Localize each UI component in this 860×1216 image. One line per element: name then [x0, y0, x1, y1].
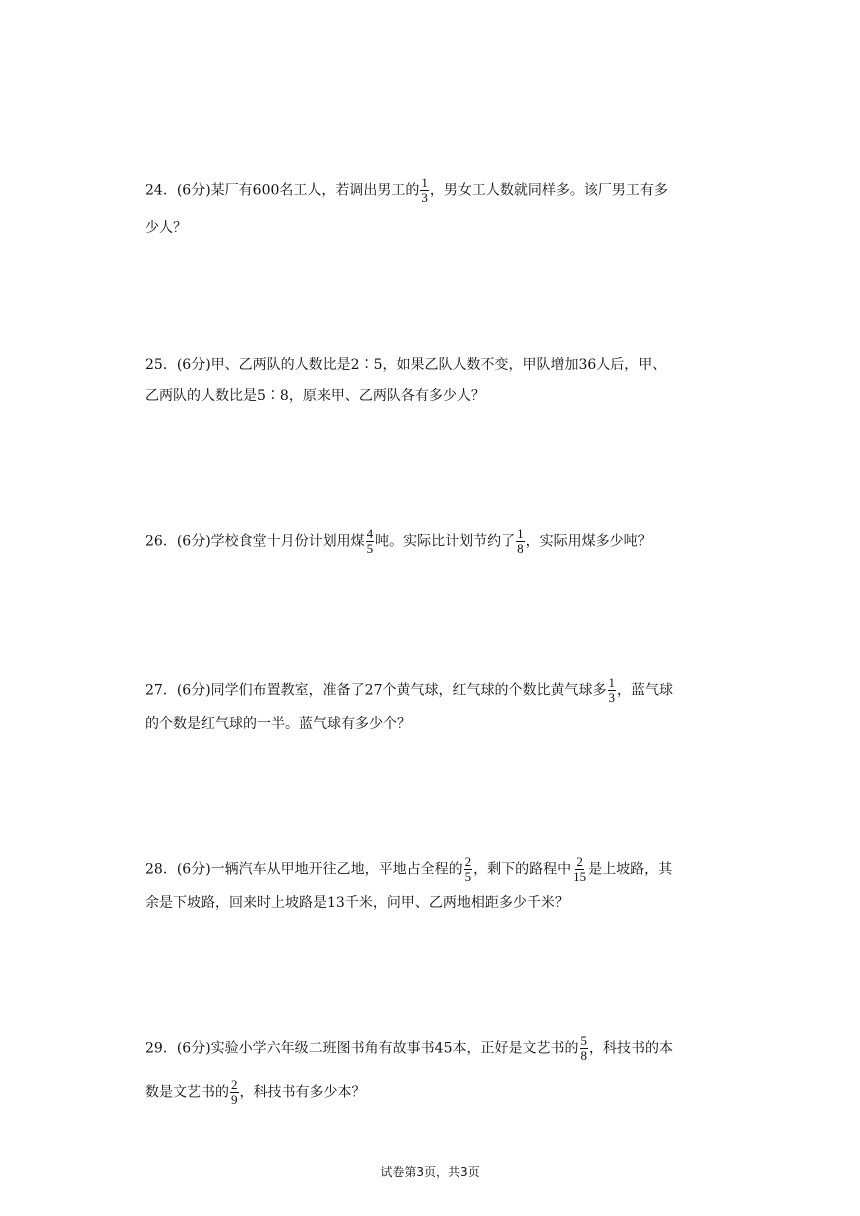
fraction-numerator: 1	[517, 526, 524, 541]
question-number: 27．	[145, 682, 177, 699]
fraction	[572, 855, 587, 884]
question-29-line-2	[145, 1078, 366, 1107]
question-text: 吨。实际比计划节约了	[375, 533, 516, 550]
fraction	[420, 176, 429, 205]
question-score: (6分)	[176, 357, 211, 373]
question-24-line-1	[145, 176, 668, 205]
question-score: (6分)	[176, 861, 211, 878]
question-text: 同学们布置教室，准备了27个黄气球，红气球的个数比黄气球多	[210, 682, 607, 699]
question-number: 28．	[145, 861, 177, 878]
fraction-numerator: 4	[366, 526, 374, 541]
question-text: 一辆汽车从甲地开往乙地，平地占全程的	[210, 861, 463, 878]
fraction-numerator: 1	[421, 175, 428, 190]
page-footer: 试卷第3页，共3页	[380, 1165, 480, 1179]
question-text: ，科技书有多少本？	[239, 1084, 366, 1101]
question-text: 数是文艺书的	[145, 1084, 229, 1101]
fraction-denominator: 9	[231, 1092, 238, 1107]
question-number: 26．	[145, 533, 177, 550]
question-text: 实验小学六年级二班图书角有故事书45本，正好是文艺书的	[210, 1040, 579, 1057]
fraction	[516, 527, 525, 556]
question-text: 学校食堂十月份计划用煤	[210, 533, 365, 550]
question-26-line-1	[145, 527, 652, 556]
question-text: ，蓝气球	[617, 682, 673, 699]
question-text: 少人？	[145, 220, 187, 236]
question-text: 的个数是红气球的一半。蓝气球有多少个？	[145, 716, 411, 732]
fraction	[580, 1034, 589, 1063]
fraction-numerator: 2	[576, 854, 583, 869]
question-text: 余是下坡路，回来时上坡路是13千米，问甲、乙两地相距多少千米？	[145, 895, 569, 911]
question-text: 乙两队的人数比是5∶8，原来甲、乙两队各有多少人？	[145, 388, 485, 404]
question-number: 25．	[145, 357, 177, 373]
question-number: 29．	[145, 1040, 177, 1057]
question-score: (6分)	[176, 533, 211, 550]
fraction-numerator: 2	[464, 854, 472, 869]
question-score: (6分)	[176, 1040, 211, 1057]
question-number: 24．	[145, 182, 177, 199]
question-score: (6分)	[176, 682, 211, 699]
question-25-line-2	[145, 386, 485, 406]
question-28-line-2	[145, 893, 569, 913]
question-27-line-1	[145, 676, 673, 705]
fraction-denominator: 3	[421, 190, 428, 205]
fraction-denominator: 3	[608, 690, 615, 705]
fraction	[464, 855, 473, 884]
fraction-denominator: 8	[580, 1048, 587, 1063]
question-29-line-1	[145, 1034, 673, 1063]
question-score: (6分)	[176, 182, 211, 199]
question-text: 甲、乙两队的人数比是2∶5，如果乙队人数不变，甲队增加36人后，甲、	[210, 357, 667, 373]
fraction-numerator: 2	[231, 1077, 238, 1092]
fraction-denominator: 15	[573, 869, 587, 884]
question-text: ，科技书的本	[589, 1040, 673, 1057]
fraction	[366, 527, 375, 556]
question-text: ，男女工人数就同样多。该厂男工有多	[429, 182, 668, 199]
fraction-denominator: 5	[464, 869, 472, 884]
question-text: 某厂有600名工人，若调出男工的	[210, 182, 420, 199]
question-28-line-1	[145, 855, 672, 884]
question-text: ，剩下的路程中	[473, 861, 572, 878]
question-25-line-1	[145, 355, 666, 375]
fraction	[608, 676, 617, 705]
fraction-numerator: 5	[580, 1033, 587, 1048]
question-24-line-2	[145, 218, 187, 238]
fraction	[230, 1078, 239, 1107]
question-text: ，实际用煤多少吨？	[525, 533, 652, 550]
fraction-denominator: 5	[366, 541, 374, 556]
fraction-numerator: 1	[608, 675, 615, 690]
question-27-line-2	[145, 714, 411, 734]
fraction-denominator: 8	[517, 541, 524, 556]
question-text: 是上坡路，其	[588, 861, 673, 878]
